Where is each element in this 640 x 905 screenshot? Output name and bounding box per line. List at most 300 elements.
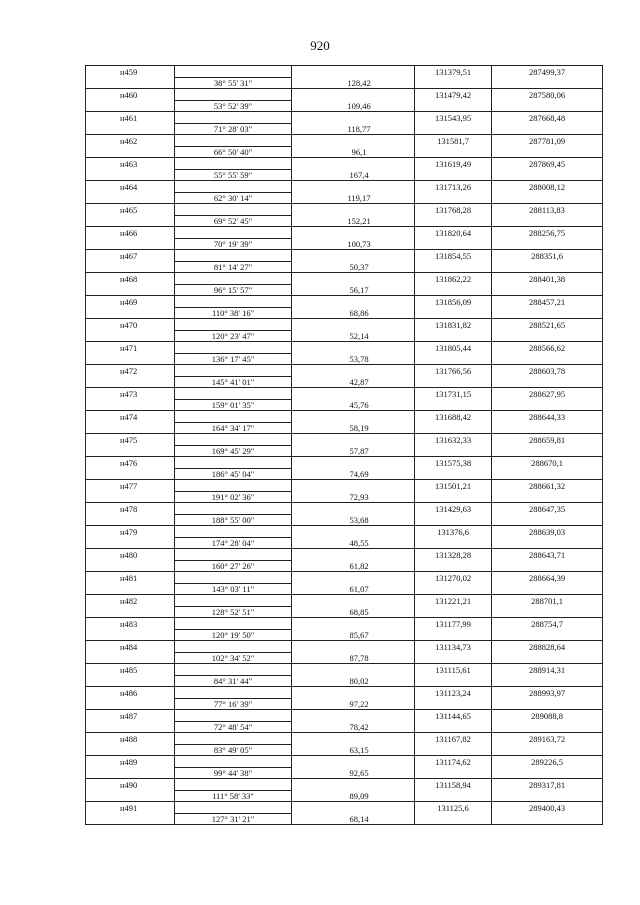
point-id: н472 bbox=[86, 365, 175, 377]
empty-cell bbox=[292, 135, 415, 147]
point-id: н491 bbox=[86, 802, 175, 814]
point-id: н479 bbox=[86, 526, 175, 538]
point-row bbox=[86, 365, 603, 377]
point-row bbox=[86, 250, 603, 262]
empty-cell bbox=[292, 89, 415, 101]
x-coordinate: 131543,95 bbox=[415, 112, 492, 124]
point-id: н463 bbox=[86, 158, 175, 170]
empty-cell bbox=[415, 767, 492, 779]
empty-cell bbox=[175, 549, 292, 561]
empty-cell bbox=[292, 779, 415, 791]
empty-cell bbox=[492, 77, 603, 89]
empty-cell bbox=[292, 503, 415, 515]
x-coordinate: 131713,26 bbox=[415, 181, 492, 193]
segment-length: 89,09 bbox=[292, 790, 415, 802]
empty-cell bbox=[492, 192, 603, 204]
direction-angle: 169° 45' 29" bbox=[175, 445, 292, 457]
empty-cell bbox=[86, 123, 175, 135]
segment-length: 68,14 bbox=[292, 813, 415, 825]
direction-angle: 77° 16' 39" bbox=[175, 698, 292, 710]
empty-cell bbox=[175, 296, 292, 308]
point-row bbox=[86, 342, 603, 354]
empty-cell bbox=[492, 169, 603, 181]
x-coordinate: 131731,15 bbox=[415, 388, 492, 400]
empty-cell bbox=[86, 675, 175, 687]
point-row bbox=[86, 710, 603, 722]
y-coordinate: 288401,38 bbox=[492, 273, 603, 285]
empty-cell bbox=[415, 376, 492, 388]
point-id: н484 bbox=[86, 641, 175, 653]
segment-row bbox=[86, 721, 603, 733]
empty-cell bbox=[175, 89, 292, 101]
empty-cell bbox=[415, 261, 492, 273]
empty-cell bbox=[492, 560, 603, 572]
empty-cell bbox=[292, 365, 415, 377]
direction-angle: 143° 03' 11" bbox=[175, 583, 292, 595]
empty-cell bbox=[175, 641, 292, 653]
empty-cell bbox=[415, 77, 492, 89]
x-coordinate: 131379,51 bbox=[415, 66, 492, 78]
segment-length: 152,21 bbox=[292, 215, 415, 227]
x-coordinate: 131501,21 bbox=[415, 480, 492, 492]
segment-row bbox=[86, 376, 603, 388]
segment-length: 68,85 bbox=[292, 606, 415, 618]
direction-angle: 84° 31' 44" bbox=[175, 675, 292, 687]
empty-cell bbox=[86, 560, 175, 572]
empty-cell bbox=[292, 411, 415, 423]
direction-angle: 71° 28' 03" bbox=[175, 123, 292, 135]
empty-cell bbox=[292, 802, 415, 814]
empty-cell bbox=[492, 491, 603, 503]
empty-cell bbox=[292, 664, 415, 676]
segment-length: 57,87 bbox=[292, 445, 415, 457]
point-row bbox=[86, 319, 603, 331]
empty-cell bbox=[492, 123, 603, 135]
empty-cell bbox=[86, 330, 175, 342]
x-coordinate: 131177,99 bbox=[415, 618, 492, 630]
empty-cell bbox=[86, 491, 175, 503]
point-row bbox=[86, 411, 603, 423]
point-row bbox=[86, 112, 603, 124]
segment-length: 68,86 bbox=[292, 307, 415, 319]
x-coordinate: 131862,22 bbox=[415, 273, 492, 285]
y-coordinate: 289400,43 bbox=[492, 802, 603, 814]
point-row bbox=[86, 457, 603, 469]
empty-cell bbox=[492, 376, 603, 388]
point-row bbox=[86, 733, 603, 745]
segment-row bbox=[86, 169, 603, 181]
empty-cell bbox=[415, 445, 492, 457]
point-row bbox=[86, 687, 603, 699]
direction-angle: 70° 19' 39" bbox=[175, 238, 292, 250]
empty-cell bbox=[175, 135, 292, 147]
empty-cell bbox=[292, 388, 415, 400]
x-coordinate: 131167,82 bbox=[415, 733, 492, 745]
empty-cell bbox=[492, 261, 603, 273]
direction-angle: 96° 15' 57" bbox=[175, 284, 292, 296]
point-id: н482 bbox=[86, 595, 175, 607]
empty-cell bbox=[415, 330, 492, 342]
point-row bbox=[86, 641, 603, 653]
empty-cell bbox=[86, 284, 175, 296]
y-coordinate: 288661,32 bbox=[492, 480, 603, 492]
empty-cell bbox=[86, 238, 175, 250]
direction-angle: 81° 14' 27" bbox=[175, 261, 292, 273]
y-coordinate: 288351,6 bbox=[492, 250, 603, 262]
segment-length: 72,93 bbox=[292, 491, 415, 503]
empty-cell bbox=[415, 238, 492, 250]
direction-angle: 99° 44' 38" bbox=[175, 767, 292, 779]
empty-cell bbox=[175, 181, 292, 193]
empty-cell bbox=[292, 158, 415, 170]
empty-cell bbox=[292, 457, 415, 469]
y-coordinate: 288701,1 bbox=[492, 595, 603, 607]
empty-cell bbox=[292, 342, 415, 354]
point-row bbox=[86, 227, 603, 239]
empty-cell bbox=[175, 411, 292, 423]
point-row bbox=[86, 526, 603, 538]
empty-cell bbox=[292, 296, 415, 308]
segment-row bbox=[86, 422, 603, 434]
x-coordinate: 131805,44 bbox=[415, 342, 492, 354]
empty-cell bbox=[492, 100, 603, 112]
segment-length: 96,1 bbox=[292, 146, 415, 158]
empty-cell bbox=[175, 112, 292, 124]
point-id: н460 bbox=[86, 89, 175, 101]
empty-cell bbox=[175, 319, 292, 331]
empty-cell bbox=[292, 618, 415, 630]
segment-length: 109,46 bbox=[292, 100, 415, 112]
point-row bbox=[86, 664, 603, 676]
direction-angle: 69° 52' 45" bbox=[175, 215, 292, 227]
empty-cell bbox=[292, 733, 415, 745]
empty-cell bbox=[415, 721, 492, 733]
empty-cell bbox=[415, 146, 492, 158]
empty-cell bbox=[175, 664, 292, 676]
point-row bbox=[86, 503, 603, 515]
empty-cell bbox=[175, 66, 292, 78]
empty-cell bbox=[175, 365, 292, 377]
direction-angle: 127° 31' 21" bbox=[175, 813, 292, 825]
empty-cell bbox=[415, 790, 492, 802]
empty-cell bbox=[415, 675, 492, 687]
empty-cell bbox=[86, 537, 175, 549]
point-id: н459 bbox=[86, 66, 175, 78]
segment-length: 61,82 bbox=[292, 560, 415, 572]
point-row bbox=[86, 618, 603, 630]
empty-cell bbox=[175, 733, 292, 745]
point-row bbox=[86, 158, 603, 170]
segment-row bbox=[86, 445, 603, 457]
direction-angle: 174° 28' 04" bbox=[175, 537, 292, 549]
empty-cell bbox=[415, 514, 492, 526]
segment-length: 48,55 bbox=[292, 537, 415, 549]
segment-length: 128,42 bbox=[292, 77, 415, 89]
point-id: н473 bbox=[86, 388, 175, 400]
segment-length: 56,17 bbox=[292, 284, 415, 296]
empty-cell bbox=[492, 330, 603, 342]
y-coordinate: 288643,71 bbox=[492, 549, 603, 561]
empty-cell bbox=[492, 629, 603, 641]
x-coordinate: 131376,6 bbox=[415, 526, 492, 538]
point-id: н480 bbox=[86, 549, 175, 561]
empty-cell bbox=[415, 629, 492, 641]
segment-length: 87,78 bbox=[292, 652, 415, 664]
segment-row bbox=[86, 238, 603, 250]
direction-angle: 120° 23' 47" bbox=[175, 330, 292, 342]
segment-length: 63,15 bbox=[292, 744, 415, 756]
empty-cell bbox=[415, 491, 492, 503]
x-coordinate: 131854,55 bbox=[415, 250, 492, 262]
point-id: н490 bbox=[86, 779, 175, 791]
empty-cell bbox=[175, 572, 292, 584]
x-coordinate: 131123,24 bbox=[415, 687, 492, 699]
empty-cell bbox=[86, 169, 175, 181]
empty-cell bbox=[292, 227, 415, 239]
segment-row bbox=[86, 698, 603, 710]
empty-cell bbox=[175, 204, 292, 216]
empty-cell bbox=[86, 307, 175, 319]
y-coordinate: 288828,64 bbox=[492, 641, 603, 653]
table-body bbox=[86, 66, 603, 825]
empty-cell bbox=[415, 169, 492, 181]
y-coordinate: 288457,21 bbox=[492, 296, 603, 308]
point-id: н466 bbox=[86, 227, 175, 239]
point-row bbox=[86, 388, 603, 400]
segment-row bbox=[86, 261, 603, 273]
empty-cell bbox=[175, 273, 292, 285]
segment-row bbox=[86, 560, 603, 572]
point-row bbox=[86, 181, 603, 193]
point-id: н469 bbox=[86, 296, 175, 308]
point-row bbox=[86, 89, 603, 101]
empty-cell bbox=[492, 583, 603, 595]
segment-row bbox=[86, 652, 603, 664]
empty-cell bbox=[492, 744, 603, 756]
segment-length: 53,68 bbox=[292, 514, 415, 526]
empty-cell bbox=[492, 606, 603, 618]
empty-cell bbox=[492, 514, 603, 526]
empty-cell bbox=[492, 767, 603, 779]
direction-angle: 83° 49' 05" bbox=[175, 744, 292, 756]
empty-cell bbox=[492, 468, 603, 480]
empty-cell bbox=[492, 307, 603, 319]
point-id: н488 bbox=[86, 733, 175, 745]
empty-cell bbox=[415, 399, 492, 411]
segment-row bbox=[86, 606, 603, 618]
point-id: н468 bbox=[86, 273, 175, 285]
segment-row bbox=[86, 330, 603, 342]
empty-cell bbox=[86, 215, 175, 227]
y-coordinate: 287499,37 bbox=[492, 66, 603, 78]
direction-angle: 102° 34' 52" bbox=[175, 652, 292, 664]
point-row bbox=[86, 66, 603, 78]
y-coordinate: 288659,81 bbox=[492, 434, 603, 446]
empty-cell bbox=[492, 652, 603, 664]
direction-angle: 120° 19' 50" bbox=[175, 629, 292, 641]
x-coordinate: 131125,6 bbox=[415, 802, 492, 814]
y-coordinate: 289088,8 bbox=[492, 710, 603, 722]
empty-cell bbox=[292, 710, 415, 722]
empty-cell bbox=[292, 572, 415, 584]
empty-cell bbox=[415, 123, 492, 135]
segment-row bbox=[86, 77, 603, 89]
empty-cell bbox=[415, 560, 492, 572]
page-number: 920 bbox=[310, 38, 330, 53]
segment-length: 61,07 bbox=[292, 583, 415, 595]
empty-cell bbox=[86, 353, 175, 365]
y-coordinate: 288644,33 bbox=[492, 411, 603, 423]
x-coordinate: 131831,82 bbox=[415, 319, 492, 331]
empty-cell bbox=[86, 514, 175, 526]
segment-length: 50,37 bbox=[292, 261, 415, 273]
direction-angle: 62° 30' 14" bbox=[175, 192, 292, 204]
x-coordinate: 131144,65 bbox=[415, 710, 492, 722]
empty-cell bbox=[175, 434, 292, 446]
empty-cell bbox=[492, 698, 603, 710]
y-coordinate: 289317,81 bbox=[492, 779, 603, 791]
x-coordinate: 131768,28 bbox=[415, 204, 492, 216]
y-coordinate: 288914,31 bbox=[492, 664, 603, 676]
empty-cell bbox=[492, 813, 603, 825]
empty-cell bbox=[175, 457, 292, 469]
segment-row bbox=[86, 767, 603, 779]
empty-cell bbox=[175, 480, 292, 492]
empty-cell bbox=[175, 756, 292, 768]
point-id: н470 bbox=[86, 319, 175, 331]
x-coordinate: 131328,28 bbox=[415, 549, 492, 561]
direction-angle: 164° 34' 17" bbox=[175, 422, 292, 434]
empty-cell bbox=[86, 629, 175, 641]
direction-angle: 128° 52' 51" bbox=[175, 606, 292, 618]
empty-cell bbox=[492, 238, 603, 250]
empty-cell bbox=[86, 652, 175, 664]
empty-cell bbox=[415, 468, 492, 480]
y-coordinate: 289163,72 bbox=[492, 733, 603, 745]
empty-cell bbox=[86, 744, 175, 756]
empty-cell bbox=[175, 503, 292, 515]
empty-cell bbox=[415, 813, 492, 825]
segment-length: 97,22 bbox=[292, 698, 415, 710]
empty-cell bbox=[175, 526, 292, 538]
empty-cell bbox=[175, 250, 292, 262]
empty-cell bbox=[292, 319, 415, 331]
segment-row bbox=[86, 537, 603, 549]
point-id: н486 bbox=[86, 687, 175, 699]
segment-length: 53,78 bbox=[292, 353, 415, 365]
point-row bbox=[86, 273, 603, 285]
y-coordinate: 289226,5 bbox=[492, 756, 603, 768]
empty-cell bbox=[86, 192, 175, 204]
empty-cell bbox=[415, 744, 492, 756]
empty-cell bbox=[86, 698, 175, 710]
segment-length: 92,65 bbox=[292, 767, 415, 779]
segment-length: 42,87 bbox=[292, 376, 415, 388]
direction-angle: 66° 50' 40" bbox=[175, 146, 292, 158]
empty-cell bbox=[292, 641, 415, 653]
empty-cell bbox=[175, 342, 292, 354]
empty-cell bbox=[292, 595, 415, 607]
empty-cell bbox=[415, 100, 492, 112]
empty-cell bbox=[292, 756, 415, 768]
direction-angle: 160° 27' 26" bbox=[175, 560, 292, 572]
x-coordinate: 131174,62 bbox=[415, 756, 492, 768]
empty-cell bbox=[415, 606, 492, 618]
empty-cell bbox=[86, 721, 175, 733]
x-coordinate: 131221,21 bbox=[415, 595, 492, 607]
empty-cell bbox=[415, 422, 492, 434]
segment-row bbox=[86, 146, 603, 158]
empty-cell bbox=[492, 353, 603, 365]
empty-cell bbox=[415, 284, 492, 296]
point-id: н478 bbox=[86, 503, 175, 515]
empty-cell bbox=[86, 399, 175, 411]
segment-length: 74,69 bbox=[292, 468, 415, 480]
empty-cell bbox=[492, 146, 603, 158]
segment-row bbox=[86, 399, 603, 411]
x-coordinate: 131581,7 bbox=[415, 135, 492, 147]
segment-length: 85,67 bbox=[292, 629, 415, 641]
point-id: н461 bbox=[86, 112, 175, 124]
segment-row bbox=[86, 284, 603, 296]
point-row bbox=[86, 135, 603, 147]
empty-cell bbox=[86, 376, 175, 388]
empty-cell bbox=[175, 802, 292, 814]
x-coordinate: 131134,73 bbox=[415, 641, 492, 653]
empty-cell bbox=[292, 549, 415, 561]
empty-cell bbox=[86, 445, 175, 457]
segment-row bbox=[86, 491, 603, 503]
empty-cell bbox=[492, 790, 603, 802]
segment-row bbox=[86, 192, 603, 204]
segment-row bbox=[86, 583, 603, 595]
point-id: н476 bbox=[86, 457, 175, 469]
segment-row bbox=[86, 215, 603, 227]
empty-cell bbox=[86, 100, 175, 112]
empty-cell bbox=[86, 146, 175, 158]
empty-cell bbox=[292, 526, 415, 538]
y-coordinate: 288664,39 bbox=[492, 572, 603, 584]
empty-cell bbox=[292, 66, 415, 78]
y-coordinate: 288647,35 bbox=[492, 503, 603, 515]
empty-cell bbox=[292, 687, 415, 699]
point-row bbox=[86, 756, 603, 768]
segment-row bbox=[86, 744, 603, 756]
empty-cell bbox=[292, 480, 415, 492]
direction-angle: 191° 02' 36" bbox=[175, 491, 292, 503]
segment-row bbox=[86, 307, 603, 319]
x-coordinate: 131820,64 bbox=[415, 227, 492, 239]
point-id: н462 bbox=[86, 135, 175, 147]
empty-cell bbox=[492, 422, 603, 434]
point-id: н471 bbox=[86, 342, 175, 354]
point-row bbox=[86, 480, 603, 492]
segment-length: 80,02 bbox=[292, 675, 415, 687]
empty-cell bbox=[415, 698, 492, 710]
empty-cell bbox=[175, 687, 292, 699]
empty-cell bbox=[415, 215, 492, 227]
empty-cell bbox=[86, 583, 175, 595]
y-coordinate: 288521,65 bbox=[492, 319, 603, 331]
segment-row bbox=[86, 675, 603, 687]
empty-cell bbox=[492, 675, 603, 687]
y-coordinate: 287781,09 bbox=[492, 135, 603, 147]
point-row bbox=[86, 549, 603, 561]
point-id: н483 bbox=[86, 618, 175, 630]
y-coordinate: 288256,75 bbox=[492, 227, 603, 239]
y-coordinate: 288603,78 bbox=[492, 365, 603, 377]
empty-cell bbox=[415, 353, 492, 365]
